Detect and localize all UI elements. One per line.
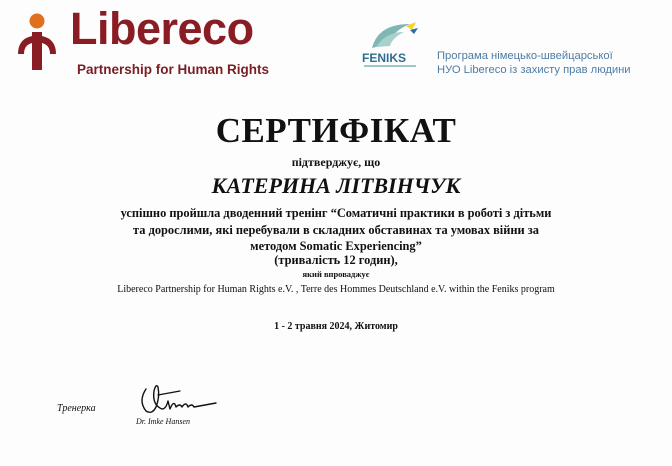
libereco-tagline: Partnership for Human Rights xyxy=(77,62,270,77)
date-place: 1 - 2 травня 2024, Житомир xyxy=(274,321,398,332)
trainer-label: Тренерка xyxy=(57,403,96,414)
confirm-text: підтверджує, що xyxy=(291,155,381,169)
certificate-title: СЕРТИФІКАТ xyxy=(215,111,457,150)
recipient-name: КАТЕРИНА ЛІТВІНЧУК xyxy=(211,173,461,198)
feniks-logo-icon xyxy=(358,20,422,74)
body-line-3: методом Somatic Experiencing” xyxy=(250,239,422,253)
program-description xyxy=(437,49,631,77)
duration-text: (тривалість 12 годин), xyxy=(274,253,398,267)
body-line-1: успішно пройшла дводенний тренінг “Соматичні практики в роботі з дітьми xyxy=(120,206,552,220)
body-line-2: та дорослими, які перебували в складних обставинах та умовах війни за xyxy=(133,223,539,237)
feniks-logo-text: FENIKS xyxy=(362,51,407,65)
program-line-1: Програма німецько-швейцарської xyxy=(437,50,613,62)
implemented-by-text: який впроваджує xyxy=(302,269,370,279)
partners-text: Libereco Partnership for Human Rights e.V. , Terre des Hommes Deutschland e.V. within the Feniks program xyxy=(117,284,555,295)
libereco-name: Libereco xyxy=(70,3,254,54)
signer-name: Dr. Imke Hansen xyxy=(136,417,190,426)
signature-icon xyxy=(136,381,220,417)
libereco-logo-icon xyxy=(12,12,62,70)
program-line-2: НУО Libereco із захисту прав людини xyxy=(437,64,631,76)
